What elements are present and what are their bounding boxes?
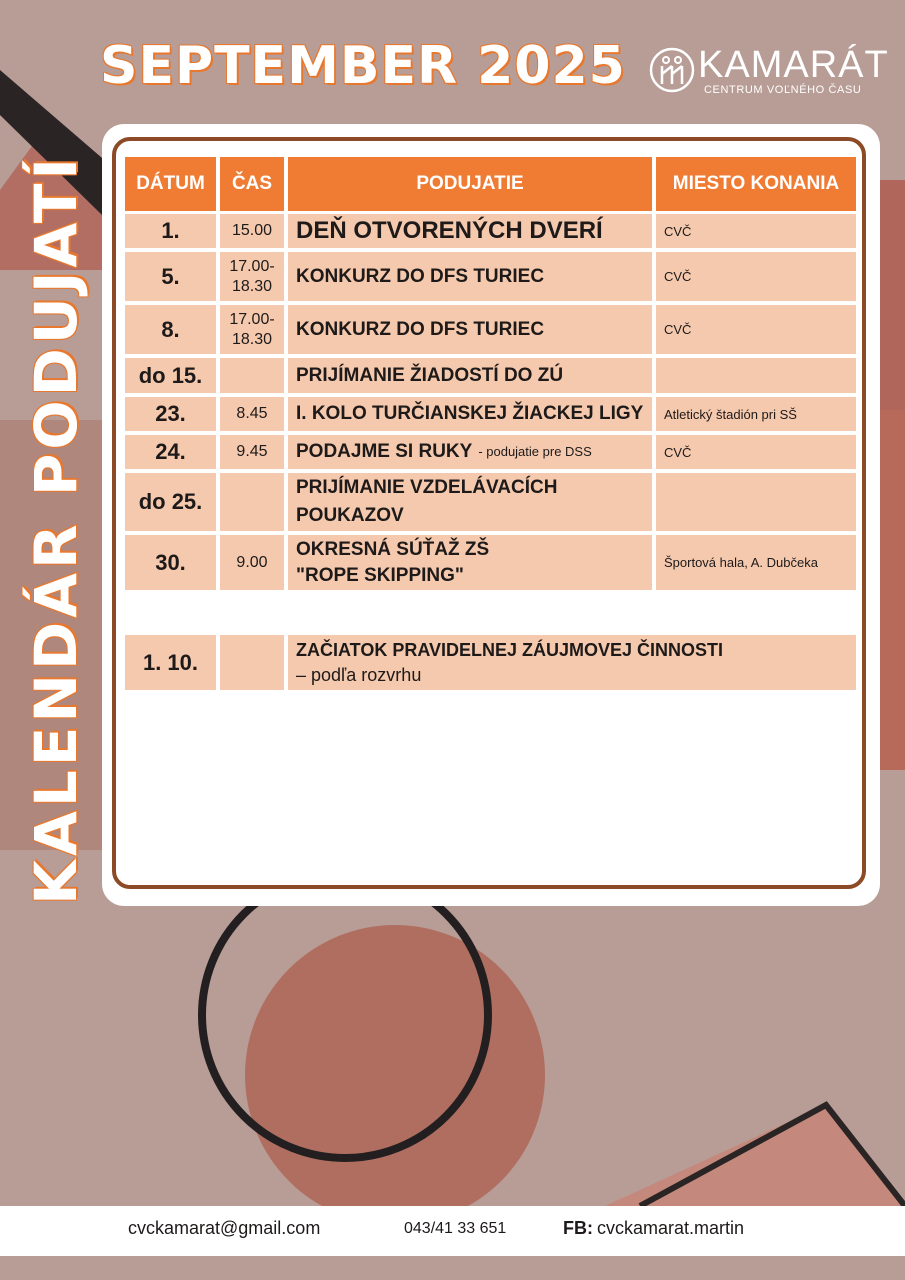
row-event: PRIJÍMANIE ŽIADOSTÍ DO ZÚ bbox=[288, 358, 652, 393]
row-time bbox=[220, 358, 284, 393]
row-event-title: PODAJME SI RUKY bbox=[296, 441, 473, 462]
row-event: KONKURZ DO DFS TURIEC bbox=[288, 305, 652, 354]
footer-fb-label: FB: bbox=[563, 1218, 593, 1238]
row-date: do 25. bbox=[125, 473, 216, 531]
header-event: PODUJATIE bbox=[288, 157, 652, 211]
row-date: 23. bbox=[125, 397, 216, 431]
row-place: Športová hala, A. Dubčeka bbox=[656, 535, 856, 590]
row-place bbox=[656, 358, 856, 393]
row-place: Atletický štadión pri SŠ bbox=[656, 397, 856, 431]
row-event bbox=[288, 635, 856, 690]
footer-fb: cvckamarat.martin bbox=[597, 1218, 745, 1238]
row-event: I. KOLO TURČIANSKEJ ŽIACKEJ LIGY bbox=[288, 397, 652, 431]
row-place: CVČ bbox=[656, 252, 856, 301]
row-time bbox=[220, 635, 284, 690]
row-place: CVČ bbox=[656, 435, 856, 469]
row-time: 9.00 bbox=[220, 535, 284, 590]
row-event: OKRESNÁ SÚŤAŽ ZŠ "ROPE SKIPPING" bbox=[288, 535, 652, 590]
row-date: 1. bbox=[125, 214, 216, 248]
row-place: CVČ bbox=[656, 214, 856, 248]
row-date: do 15. bbox=[125, 358, 216, 393]
kamarat-logo-icon bbox=[648, 46, 696, 94]
row-event: DEŇ OTVORENÝCH DVERÍ bbox=[288, 214, 652, 248]
row-event: PRIJÍMANIE VZDELÁVACÍCH POUKAZOV bbox=[288, 473, 652, 531]
vertical-title: KALENDÁR PODUJATÍ bbox=[22, 153, 90, 905]
row-event: KONKURZ DO DFS TURIEC bbox=[288, 252, 652, 301]
header-place: MIESTO KONANIA bbox=[656, 157, 856, 211]
header-time: ČAS bbox=[220, 157, 284, 211]
row-date: 1. 10. bbox=[125, 635, 216, 690]
kamarat-logo bbox=[648, 44, 889, 100]
footer-email: cvckamarat@gmail.com bbox=[128, 1218, 321, 1238]
row-date: 5. bbox=[125, 252, 216, 301]
header-date: DÁTUM bbox=[125, 157, 216, 211]
logo-name: KAMARÁT bbox=[698, 44, 889, 86]
row-place: CVČ bbox=[656, 305, 856, 354]
row-date: 30. bbox=[125, 535, 216, 590]
row-event-note: – podľa rozvrhu bbox=[296, 665, 422, 685]
footer bbox=[0, 1206, 905, 1256]
row-time: 15.00 bbox=[220, 214, 284, 248]
row-time: 8.45 bbox=[220, 397, 284, 431]
row-time: 17.00- 18.30 bbox=[220, 252, 284, 301]
row-event-note: - podujatie pre DSS bbox=[478, 444, 592, 459]
row-time: 9.45 bbox=[220, 435, 284, 469]
row-place bbox=[656, 473, 856, 531]
row-event bbox=[288, 435, 652, 469]
logo-subtitle: CENTRUM VOĽNÉHO ČASU bbox=[704, 84, 862, 96]
row-time: 17.00- 18.30 bbox=[220, 305, 284, 354]
row-event-title: ZAČIATOK PRAVIDELNEJ ZÁUJMOVEJ ČINNOSTI bbox=[296, 640, 724, 660]
page-title: SEPTEMBER 2025 bbox=[100, 36, 626, 96]
footer-phone: 043/41 33 651 bbox=[404, 1220, 507, 1237]
row-time bbox=[220, 473, 284, 531]
row-date: 8. bbox=[125, 305, 216, 354]
row-date: 24. bbox=[125, 435, 216, 469]
